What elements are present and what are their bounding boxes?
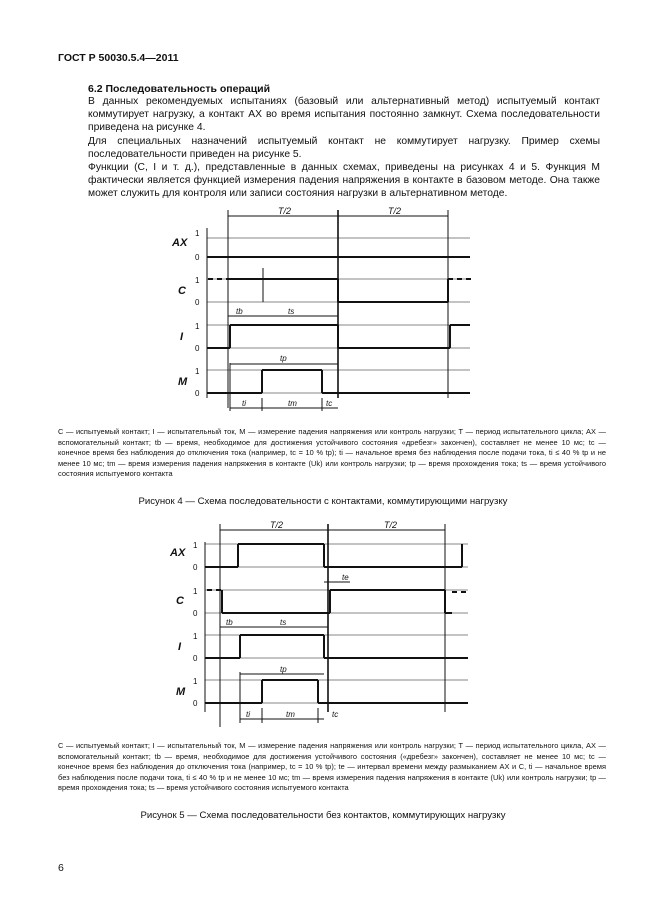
fig5-label-t2-a: T/2 <box>270 520 284 530</box>
fig4-label-ti: ti <box>242 399 246 408</box>
fig5-row-m: M <box>176 686 186 698</box>
paragraph-3: Функции (C, I и т. д.), представленные в данных схемах, приведены на рисунках 4 и 5. Функция M фактически является функцией измерения падения напряжения в контакте в базовом методе. Она также может служить для контроля или записи состояния нагрузки в альтернативном методе. <box>88 162 600 200</box>
page-number: 6 <box>58 862 64 874</box>
fig5-level-1a: 1 <box>193 541 198 550</box>
fig5-level-1b: 1 <box>193 587 198 596</box>
figure-5-legend: C — испытуемый контакт; I — испытательный ток, M — измерение падения напряжения или контроль нагрузки; T — период испытательного цикла, AX — вспомогательный контакт; tb — время, необходимое для достижения устойчивого состояния («дребезг» закончен), составляет не менее 10 мс; tc — конечное время без наблюдения до отключения тока (например, tc = 10 % tp); te — интервал времени между размыканием AX и C, ti — начальное время без наблюдения после подачи тока, ti ≤ 40 % tp и не менее 10 мс; tm — время измерения падения напряжения в контакте (Uk) или контроль нагрузки; tp — время прохождения тока; ts — время устойчивого состояния испытуемого контакта <box>58 741 606 793</box>
fig5-row-i: I <box>178 641 182 653</box>
fig4-label-tc: tc <box>326 399 333 408</box>
fig4-label-tp: tp <box>280 354 287 363</box>
document-header: ГОСТ Р 50030.5.4—2011 <box>58 52 179 64</box>
fig5-label-ti: ti <box>246 710 250 719</box>
fig4-level-0c: 0 <box>195 344 200 353</box>
fig5-row-ax: AX <box>170 547 186 559</box>
fig5-label-tb: tb <box>226 618 233 627</box>
fig4-level-0b: 0 <box>195 298 200 307</box>
fig5-level-0b: 0 <box>193 609 198 618</box>
fig5-level-1c: 1 <box>193 632 198 641</box>
fig5-level-0c: 0 <box>193 654 198 663</box>
fig5-label-ts: ts <box>280 618 287 627</box>
figure-4-caption: Рисунок 4 — Схема последовательности с контактами, коммутирующими нагрузку <box>138 496 508 507</box>
fig5-level-0a: 0 <box>193 563 198 572</box>
fig4-level-1a: 1 <box>195 229 200 238</box>
figure-4-timing-diagram <box>0 198 646 418</box>
fig4-row-m: M <box>178 376 188 388</box>
paragraph-1: В данных рекомендуемых испытаниях (базовый или альтернативный метод) испытуемый контакт коммутирует нагрузку, а контакт AX во время испытания постоянно замкнут. Схема последовательности приведена на рисунке 4. <box>88 96 600 134</box>
fig5-label-t2-b: T/2 <box>384 520 398 530</box>
fig4-label-tb: tb <box>236 307 243 316</box>
section-title: 6.2 Последовательность операций <box>88 83 271 95</box>
fig4-level-1c: 1 <box>195 322 200 331</box>
fig4-row-i: I <box>180 331 184 343</box>
fig4-level-0a: 0 <box>195 253 200 262</box>
fig5-level-0d: 0 <box>193 699 198 708</box>
fig4-row-ax: AX <box>172 237 188 249</box>
fig4-row-c: C <box>178 285 186 297</box>
fig5-label-te: te <box>342 573 349 582</box>
fig4-label-tm: tm <box>288 399 297 408</box>
fig5-label-tm: tm <box>286 710 295 719</box>
fig4-label-ts: ts <box>288 307 295 316</box>
fig4-label-t2-a: T/2 <box>278 206 292 216</box>
fig4-level-1b: 1 <box>195 276 200 285</box>
fig5-label-tc: tc <box>332 710 339 719</box>
figure-5-timing-diagram <box>0 512 646 732</box>
fig5-level-1d: 1 <box>193 677 198 686</box>
fig4-level-0d: 0 <box>195 389 200 398</box>
fig5-row-c: C <box>176 595 184 607</box>
fig4-level-1d: 1 <box>195 367 200 376</box>
fig5-label-tp: tp <box>280 665 287 674</box>
figure-4-legend: C — испытуемый контакт; I — испытательный ток, M — измерение падения напряжения или контроль нагрузки; T — период испытательного цикла; AX — вспомогательный контакт; tb — время, необходимое для достижения устойчивого состояния «дребезг» закончен), составляет не менее 10 мс; tc — конечное время без наблюдения до отключения тока (например, tc = 10 % tp); ti — начальное время без наблюдения после подачи тока, ti ≤ 40 % tp и не менее 10 мс; tm — время измерения падения напряжения в контакте (Uk) или контроль нагрузки; tp — время прохождения тока; ts — время устойчивого состояния испытуемого контакта <box>58 427 606 479</box>
fig4-label-t2-b: T/2 <box>388 206 402 216</box>
figure-5-caption: Рисунок 5 — Схема последовательности без контактов, коммутирующих нагрузку <box>140 810 506 821</box>
paragraph-2: Для специальных назначений испытуемый контакт не коммутирует нагрузку. Пример схемы последовательности приведен на рисунке 5. <box>88 136 600 161</box>
